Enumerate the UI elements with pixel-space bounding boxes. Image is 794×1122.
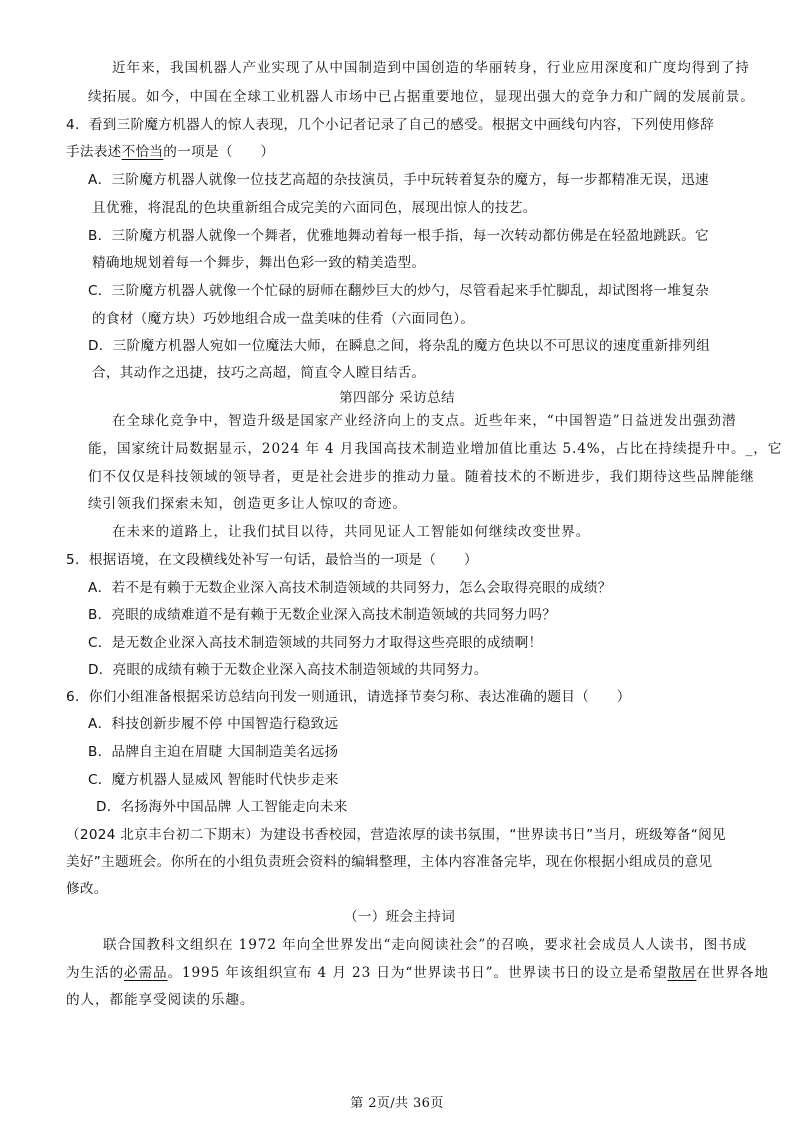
q4-stem-tail: 的一项是（ ）: [163, 144, 275, 160]
q5-option-b: B．亮眼的成绩难道不是有赖于无数企业深入高技术制造领域的共同努力吗？: [88, 607, 557, 623]
host-script-line-3: 的人，都能享受阅读的乐趣。: [66, 992, 255, 1008]
part4-paragraph-line-4: 续引领我们探索未知，创造更多让人惊叹的奇迹。: [88, 496, 407, 512]
next-section-line-1: （2024 北京丰台初二下期末）为建设书香校园，营造浓厚的读书氛围，“世界读书日”当月，班级筹备“阅见: [66, 827, 726, 843]
q4-option-d-line-1: D．三阶魔方机器人宛如一位魔法大师，在瞬息之间，将杂乱的魔方色块以不可思议的速度重新排列组: [88, 338, 711, 354]
q4-option-a-line-2: 且优雅，将混乱的色块重新组合成完美的六面同色，展现出惊人的技艺。: [92, 200, 537, 216]
host-script-text-a: 为生活的: [66, 965, 124, 981]
q4-option-a-line-1: A．三阶魔方机器人就像一位技艺高超的杂技演员，手中玩转着复杂的魔方，每一步都精准无误，迅速: [88, 172, 709, 188]
host-script-text-b: 。1995 年该组织宣布 4 月 23 日为“世界读书日”。世界读书日的设立是希望: [167, 965, 668, 981]
q4-option-c-line-1: C．三阶魔方机器人就像一个忙碌的厨师在翻炒巨大的炒勺，尽管看起来手忙脚乱，却试图将一堆复杂: [88, 283, 710, 299]
q4-emphasis: 不恰当: [121, 144, 164, 160]
q5-option-a: A．若不是有赖于无数企业深入高技术制造领域的共同努力，怎么会取得亮眼的成绩？: [88, 580, 612, 596]
part4-paragraph-2: 在未来的道路上，让我们拭目以待，共同见证人工智能如何继续改变世界。: [112, 524, 591, 540]
q6-stem: 6．你们小组准备根据采访总结向刊发一则通讯，请选择节奏匀称、表达准确的题目（ ）: [66, 689, 631, 705]
underlined-word-necessity: 必需品: [123, 965, 168, 981]
q5-option-d: D．亮眼的成绩有赖于无数企业深入高技术制造领域的共同努力。: [88, 662, 488, 678]
q4-stem-line-2: [66, 142, 274, 162]
q4-option-b-line-1: B．三阶魔方机器人就像一个舞者，优雅地舞动着每一根手指，每一次转动都仿佛是在轻盈地跳跃。它: [88, 228, 709, 244]
next-section-line-3: 修改。: [66, 881, 108, 897]
intro-line-1: 近年来，我国机器人产业实现了从中国制造到中国创造的华丽转身，行业应用深度和广度均得到了持: [112, 60, 750, 76]
page-number-footer: 第 2页/共 36页: [350, 1096, 444, 1111]
q4-stem-text: 手法表述: [66, 144, 122, 160]
q6-option-c: C．魔方机器人显威风 智能时代快步走来: [88, 772, 339, 788]
q4-option-d-line-2: 合，其动作之迅捷，技巧之高超，简直令人瞠目结舌。: [92, 365, 426, 381]
host-script-line-2: [66, 963, 769, 983]
q6-option-d: D．名扬海外中国品牌 人工智能走向未来: [96, 799, 348, 815]
q4-option-c-line-2: 的食材（魔方块）巧妙地组合成一盘美味的佳肴（六面同色）。: [92, 311, 475, 327]
part4-paragraph-line-2: 能，国家统计局数据显示，2024 年 4 月我国高技术制造业增加值比重达 5.4%，占比在持续提升中。_，它: [88, 441, 783, 457]
q5-stem: 5．根据语境，在文段横线处补写一句话，最恰当的一项是（ ）: [66, 552, 478, 568]
q6-option-b: B．品牌自主迫在眉睫 大国制造美名远扬: [88, 744, 339, 760]
q6-option-a: A．科技创新步履不停 中国智造行稳致远: [88, 716, 339, 732]
host-script-line-1: 联合国教科文组织在 1972 年向全世界发出“走向阅读社会”的召唤，要求社会成员人人读书，图书成: [103, 937, 748, 953]
subheading-host-script: （一）班会主持词: [344, 909, 456, 925]
intro-line-2: 续拓展。如今，中国在全球工业机器人市场中已占据重要地位，显现出强大的竞争力和广阔的发展前景。: [88, 89, 755, 105]
q4-option-b-line-2: 精确地规划着每一个舞步，舞出色彩一致的精美造型。: [92, 255, 426, 271]
section-heading-part4: 第四部分 采访总结: [339, 390, 455, 406]
q5-option-c: C．是无数企业深入高技术制造领域的共同努力才取得这些亮眼的成绩啊！: [88, 635, 543, 651]
underlined-word-scattered: 散居: [667, 965, 697, 981]
next-section-line-2: 美好”主题班会。你所在的小组负责班会资料的编辑整理，主体内容准备完毕，现在你根据小组成员的意见: [66, 854, 713, 870]
part4-paragraph-line-3: 们不仅仅是科技领域的领导者，更是社会进步的推动力量。随着技术的不断进步，我们期待这些品牌能继: [88, 469, 755, 485]
q4-stem-line-1: 4．看到三阶魔方机器人的惊人表现，几个小记者记录了自己的感受。根据文中画线句内容，下列使用修辞: [66, 117, 715, 133]
host-script-text-c: 在世界各地: [696, 965, 769, 981]
part4-paragraph-line-1: 在全球化竞争中，智造升级是国家产业经济向上的支点。近些年来，“中国智造”日益迸发出强劲潜: [112, 413, 737, 429]
